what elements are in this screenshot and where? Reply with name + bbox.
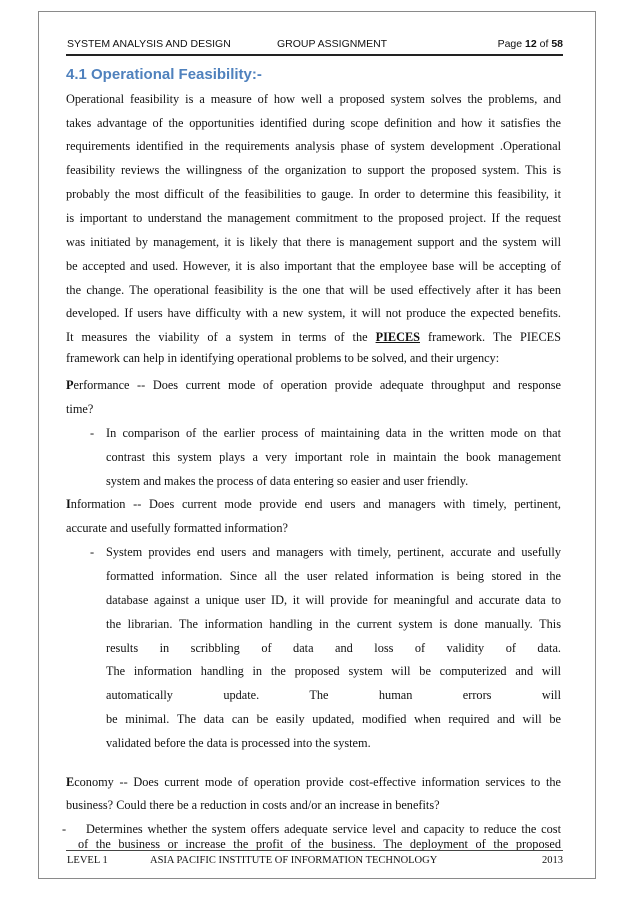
header-course: SYSTEM ANALYSIS AND DESIGN xyxy=(67,38,231,50)
page-header xyxy=(66,38,563,52)
performance-heading: Performance -- Does current mode of operation provide adequate throughput and response xyxy=(66,378,561,392)
section-title: 4.1 Operational Feasibility:- xyxy=(66,66,262,83)
paragraph-line: framework can help in identifying operational problems to be solved, and their urgency: xyxy=(66,351,500,365)
paragraph-line: the change. The operational feasibility is the one that will be used effectively after it has been xyxy=(66,283,561,297)
pieces-line: It measures the viability of a system in terms of the PIECES framework. The PIECES xyxy=(66,330,561,344)
paragraph-line: feasibility reviews the willingness of the organization to support the proposed system. This is xyxy=(66,163,561,177)
bullet-line: In comparison of the earlier process of maintaining data in the written mode on that xyxy=(106,426,561,440)
footer-year: 2013 xyxy=(542,855,563,866)
header-rule xyxy=(66,54,563,56)
footer-rule xyxy=(66,850,563,851)
bullet-line: contrast this system plays a very important role in maintain the book management xyxy=(106,450,561,464)
bullet-line: formatted information. Since all the user related information is being stored in the xyxy=(106,569,561,583)
paragraph-line: was initiated by management, it is likely that there is management support and the system will xyxy=(66,235,561,249)
economy-heading: Economy -- Does current mode of operation provide cost-effective information services to the xyxy=(66,775,561,789)
paragraph-line: business? Could there be a reduction in costs and/or an increase in benefits? xyxy=(66,798,440,812)
page-footer xyxy=(66,855,563,869)
paragraph-line: requirements identified in the requirements analysis phase of system development .Operational xyxy=(66,139,561,153)
bullet-line: The information handling in the proposed system will be computerized and will xyxy=(106,664,561,678)
paragraph-line: takes advantage of the opportunities identified during scope definition and how it satisfies the xyxy=(66,116,561,130)
bullet-line: system and makes the process of data entering so easier and user friendly. xyxy=(106,474,469,488)
header-assignment: GROUP ASSIGNMENT xyxy=(277,38,388,50)
paragraph-line: developed. If users have difficulty with a new system, it will not produce the expected benefits. xyxy=(66,306,561,320)
pieces-keyword: PIECES xyxy=(375,330,420,344)
information-heading: Information -- Does current mode provide end users and managers with timely, pertinent, xyxy=(66,497,561,511)
paragraph-line: be accepted and used. However, it is also important that the employee base will be accepting of xyxy=(66,259,561,273)
footer-institute: ASIA PACIFIC INSTITUTE OF INFORMATION TECHNOLOGY xyxy=(150,855,438,866)
bullet-line: the librarian. The information handling in the current system is done manually. This xyxy=(106,617,561,631)
bullet-line: be minimal. The data can be easily updated, modified when required and will be xyxy=(106,712,561,726)
bullet-line: System provides end users and managers with timely, pertinent, accurate and usefully xyxy=(106,545,561,559)
bullet-dash: - xyxy=(62,822,67,836)
bullet-line: validated before the data is processed into the system. xyxy=(106,736,371,750)
header-page-number: Page 12 of 58 xyxy=(497,38,563,50)
footer-level: LEVEL 1 xyxy=(67,855,108,866)
paragraph-line: Operational feasibility is a measure of how well a proposed system solves the problems, and xyxy=(66,92,561,106)
bullet-line: Determines whether the system offers adequate service level and capacity to reduce the cost xyxy=(86,822,561,836)
bullet-dash: - xyxy=(90,545,95,559)
bullet-dash: - xyxy=(90,426,95,440)
paragraph-line: probably the most difficult of the feasibilities to gauge. In order to determine this feasibility, it xyxy=(66,187,561,201)
bullet-line: results in scribbling of data and loss of validity of data. xyxy=(106,641,561,655)
paragraph-line: accurate and usefully formatted information? xyxy=(66,521,288,535)
paragraph-line: time? xyxy=(66,402,94,416)
paragraph-line: is important to understand the management commitment to the proposed project. If the request xyxy=(66,211,561,225)
bullet-line: database against a unique user ID, it will provide for meaningful and accurate data to xyxy=(106,593,561,607)
bullet-line: automatically update. The human errors will xyxy=(106,688,561,702)
bullet-line: of the business or increase the profit of the business. The deployment of the proposed xyxy=(78,837,561,850)
